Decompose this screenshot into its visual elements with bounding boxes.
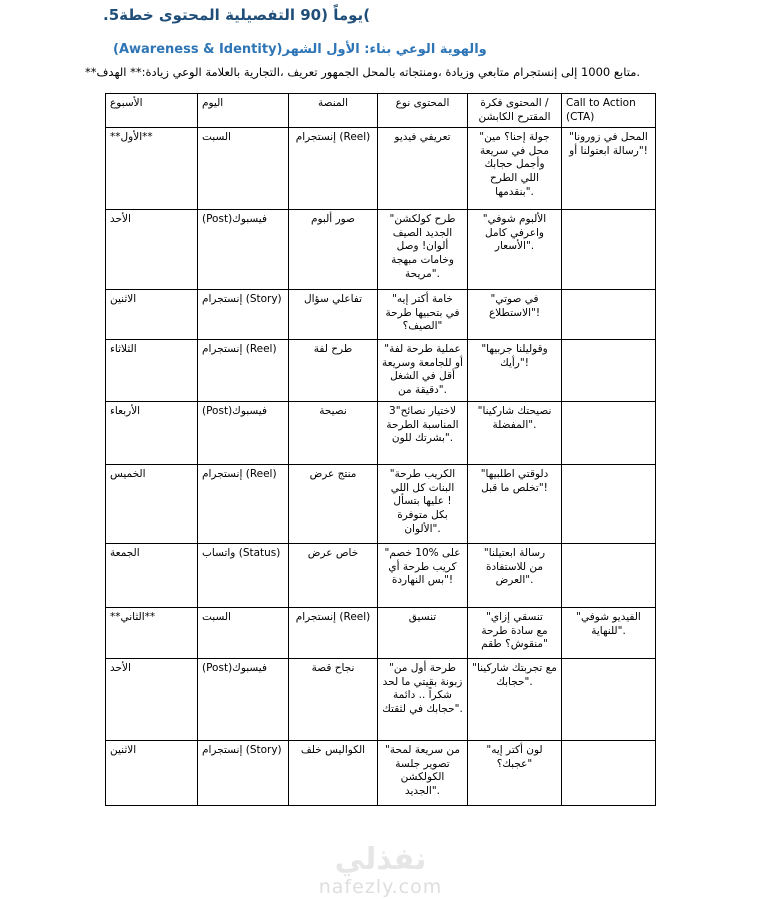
- table-cell: [562, 402, 656, 465]
- table-cell: "مين إحنا؟ جولة سريعة في محل حجابك وأجمل الطرح اللي بنقدمها".: [468, 128, 562, 210]
- table-row: [106, 608, 656, 659]
- table-row: [106, 741, 656, 806]
- table-cell: ألبوم صور: [289, 210, 378, 290]
- page-title: .5خطة المحتوى التفصيلية 90) يوماً(: [103, 6, 371, 24]
- table-header-cell: الأسبوع: [106, 93, 198, 127]
- table-cell: قصة نجاح: [289, 659, 378, 741]
- table-cell: الأحد: [106, 210, 198, 290]
- table-cell: "شوفي الفيديو للنهاية".: [562, 608, 656, 659]
- table-cell: لفة طرح: [289, 340, 378, 402]
- table-cell: "لفة طرحة عملية وسريعة للجامعة أو الشغل في أقل من دقيقة".: [378, 340, 468, 402]
- table-cell: إنستجرام (Story): [198, 290, 289, 340]
- table-header-cell: المنصة: [289, 93, 378, 127]
- table-cell: الجمعة: [106, 544, 198, 608]
- table-cell: عرض منتج: [289, 465, 378, 544]
- table-cell: **الثاني**: [106, 608, 198, 659]
- table-cell: السبت: [198, 608, 289, 659]
- table-cell: "شاركينا نصيحتك المفضلة".: [468, 402, 562, 465]
- table-cell: [562, 544, 656, 608]
- table-cell: تنسيق: [378, 608, 468, 659]
- table-cell: [562, 340, 656, 402]
- table-cell: "شاركينا تجربتك مع حجابك".: [468, 659, 562, 741]
- table-cell: خلف الكواليس: [289, 741, 378, 806]
- table-cell: "من أول طرحة لحد ما بقيتي زبونة دائمة .. شكراً لثقتك في حجابك".: [378, 659, 468, 741]
- table-cell: "شوفي الألبوم كامل واعرفي الأسعار".: [468, 210, 562, 290]
- table-cell: [562, 465, 656, 544]
- table-cell: [562, 210, 656, 290]
- table-row: [106, 340, 656, 402]
- table-cell: "لمحة سريعة من جلسة تصوير الكولكشن الجديد".: [378, 741, 468, 806]
- table-cell: **الأول**: [106, 128, 198, 210]
- table-cell: عرض خاص: [289, 544, 378, 608]
- content-plan-table: [105, 93, 656, 806]
- watermark-logo: نفذلي: [334, 842, 427, 877]
- table-header-cell: فكرة المحتوى / الكابشن المقترح: [468, 93, 562, 127]
- table-cell: الثلاثاء: [106, 340, 198, 402]
- table-cell: نصيحة: [289, 402, 378, 465]
- table-cell: الأربعاء: [106, 402, 198, 465]
- table-row: [106, 402, 656, 465]
- table-cell: الاثنين: [106, 290, 198, 340]
- table-cell: إنستجرام (Reel): [198, 340, 289, 402]
- table-cell: "صوتي في الاستطلاع"!: [468, 290, 562, 340]
- table-cell: "كولكشن طرح الصيف الجديد وصل !ألوان مبهجة وخامات مريحة".: [378, 210, 468, 290]
- table-cell: واتساب (Status): [198, 544, 289, 608]
- table-row: [106, 290, 656, 340]
- table-cell: "إزاي تنسقي طرحة سادة مع طقم منقوش؟": [468, 608, 562, 659]
- table-cell: إنستجرام (Story): [198, 741, 289, 806]
- table-cell: إنستجرام (Reel): [289, 128, 378, 210]
- table-cell: [562, 290, 656, 340]
- table-cell: السبت: [198, 128, 289, 210]
- table-header-cell: اليوم: [198, 93, 289, 127]
- table-cell: "زورونا في المحل أو ابعتولنا رسالة"!: [562, 128, 656, 210]
- table-cell: "خصم 10% على أي طرحة كريب النهاردة بس"!: [378, 544, 468, 608]
- table-cell: [562, 659, 656, 741]
- table-cell: [562, 741, 656, 806]
- table-header-cell: نوع المحتوى: [378, 93, 468, 127]
- table-cell: الخميس: [106, 465, 198, 544]
- table-cell: "إيه أكتر لون عجبك؟": [468, 741, 562, 806]
- table-cell: إنستجرام (Reel): [198, 465, 289, 544]
- table-cell: (Post)فيسبوك: [198, 659, 289, 741]
- table-cell: فيديو تعريفي: [378, 128, 468, 210]
- table-row: [106, 465, 656, 544]
- watermark-domain: nafezly.com: [318, 876, 443, 898]
- table-row: [106, 544, 656, 608]
- section-subtitle: (Awareness & Identity)الشهر الأول :بناء الوعي والهوية: [113, 41, 487, 57]
- table-row: [106, 128, 656, 210]
- table-header-cell: Call to Action (CTA): [562, 93, 656, 127]
- table-cell: إنستجرام (Reel): [289, 608, 378, 659]
- table-cell: "ابعتيلنا رسالة للاستفادة من العرض".: [468, 544, 562, 608]
- table-cell: الأحد: [106, 659, 198, 741]
- table-cell: (Post)فيسبوك: [198, 210, 289, 290]
- table-header-row: [106, 93, 656, 127]
- table-cell: 3"نصائح لاختيار الطرحة المناسبة للون بشرتك".: [378, 402, 468, 465]
- table-cell: الاثنين: [106, 741, 198, 806]
- table-row: [106, 659, 656, 741]
- table-cell: (Post)فيسبوك: [198, 402, 289, 465]
- goal-text: **الهدف **:زيادة الوعي بالعلامة التجارية، تعريف الجمهور بالمحل ومنتجاته، وزيادة متابعي إنستجرام إلى 1000 متابع.: [85, 65, 641, 80]
- table-cell: "اطلبيها دلوقتي قبل ما تخلص"!: [468, 465, 562, 544]
- table-row: [106, 210, 656, 290]
- table-cell: "طرحة الكريب اللي كل البنات بتسأل عليها ! متوفرة بكل الألوان".: [378, 465, 468, 544]
- table-cell: سؤال تفاعلي: [289, 290, 378, 340]
- table-cell: "إيه أكتر خامة طرحة بتحبيها في الصيف؟": [378, 290, 468, 340]
- table-cell: "جربيها وقوليلنا رأيك"!: [468, 340, 562, 402]
- watermark: [0, 843, 761, 898]
